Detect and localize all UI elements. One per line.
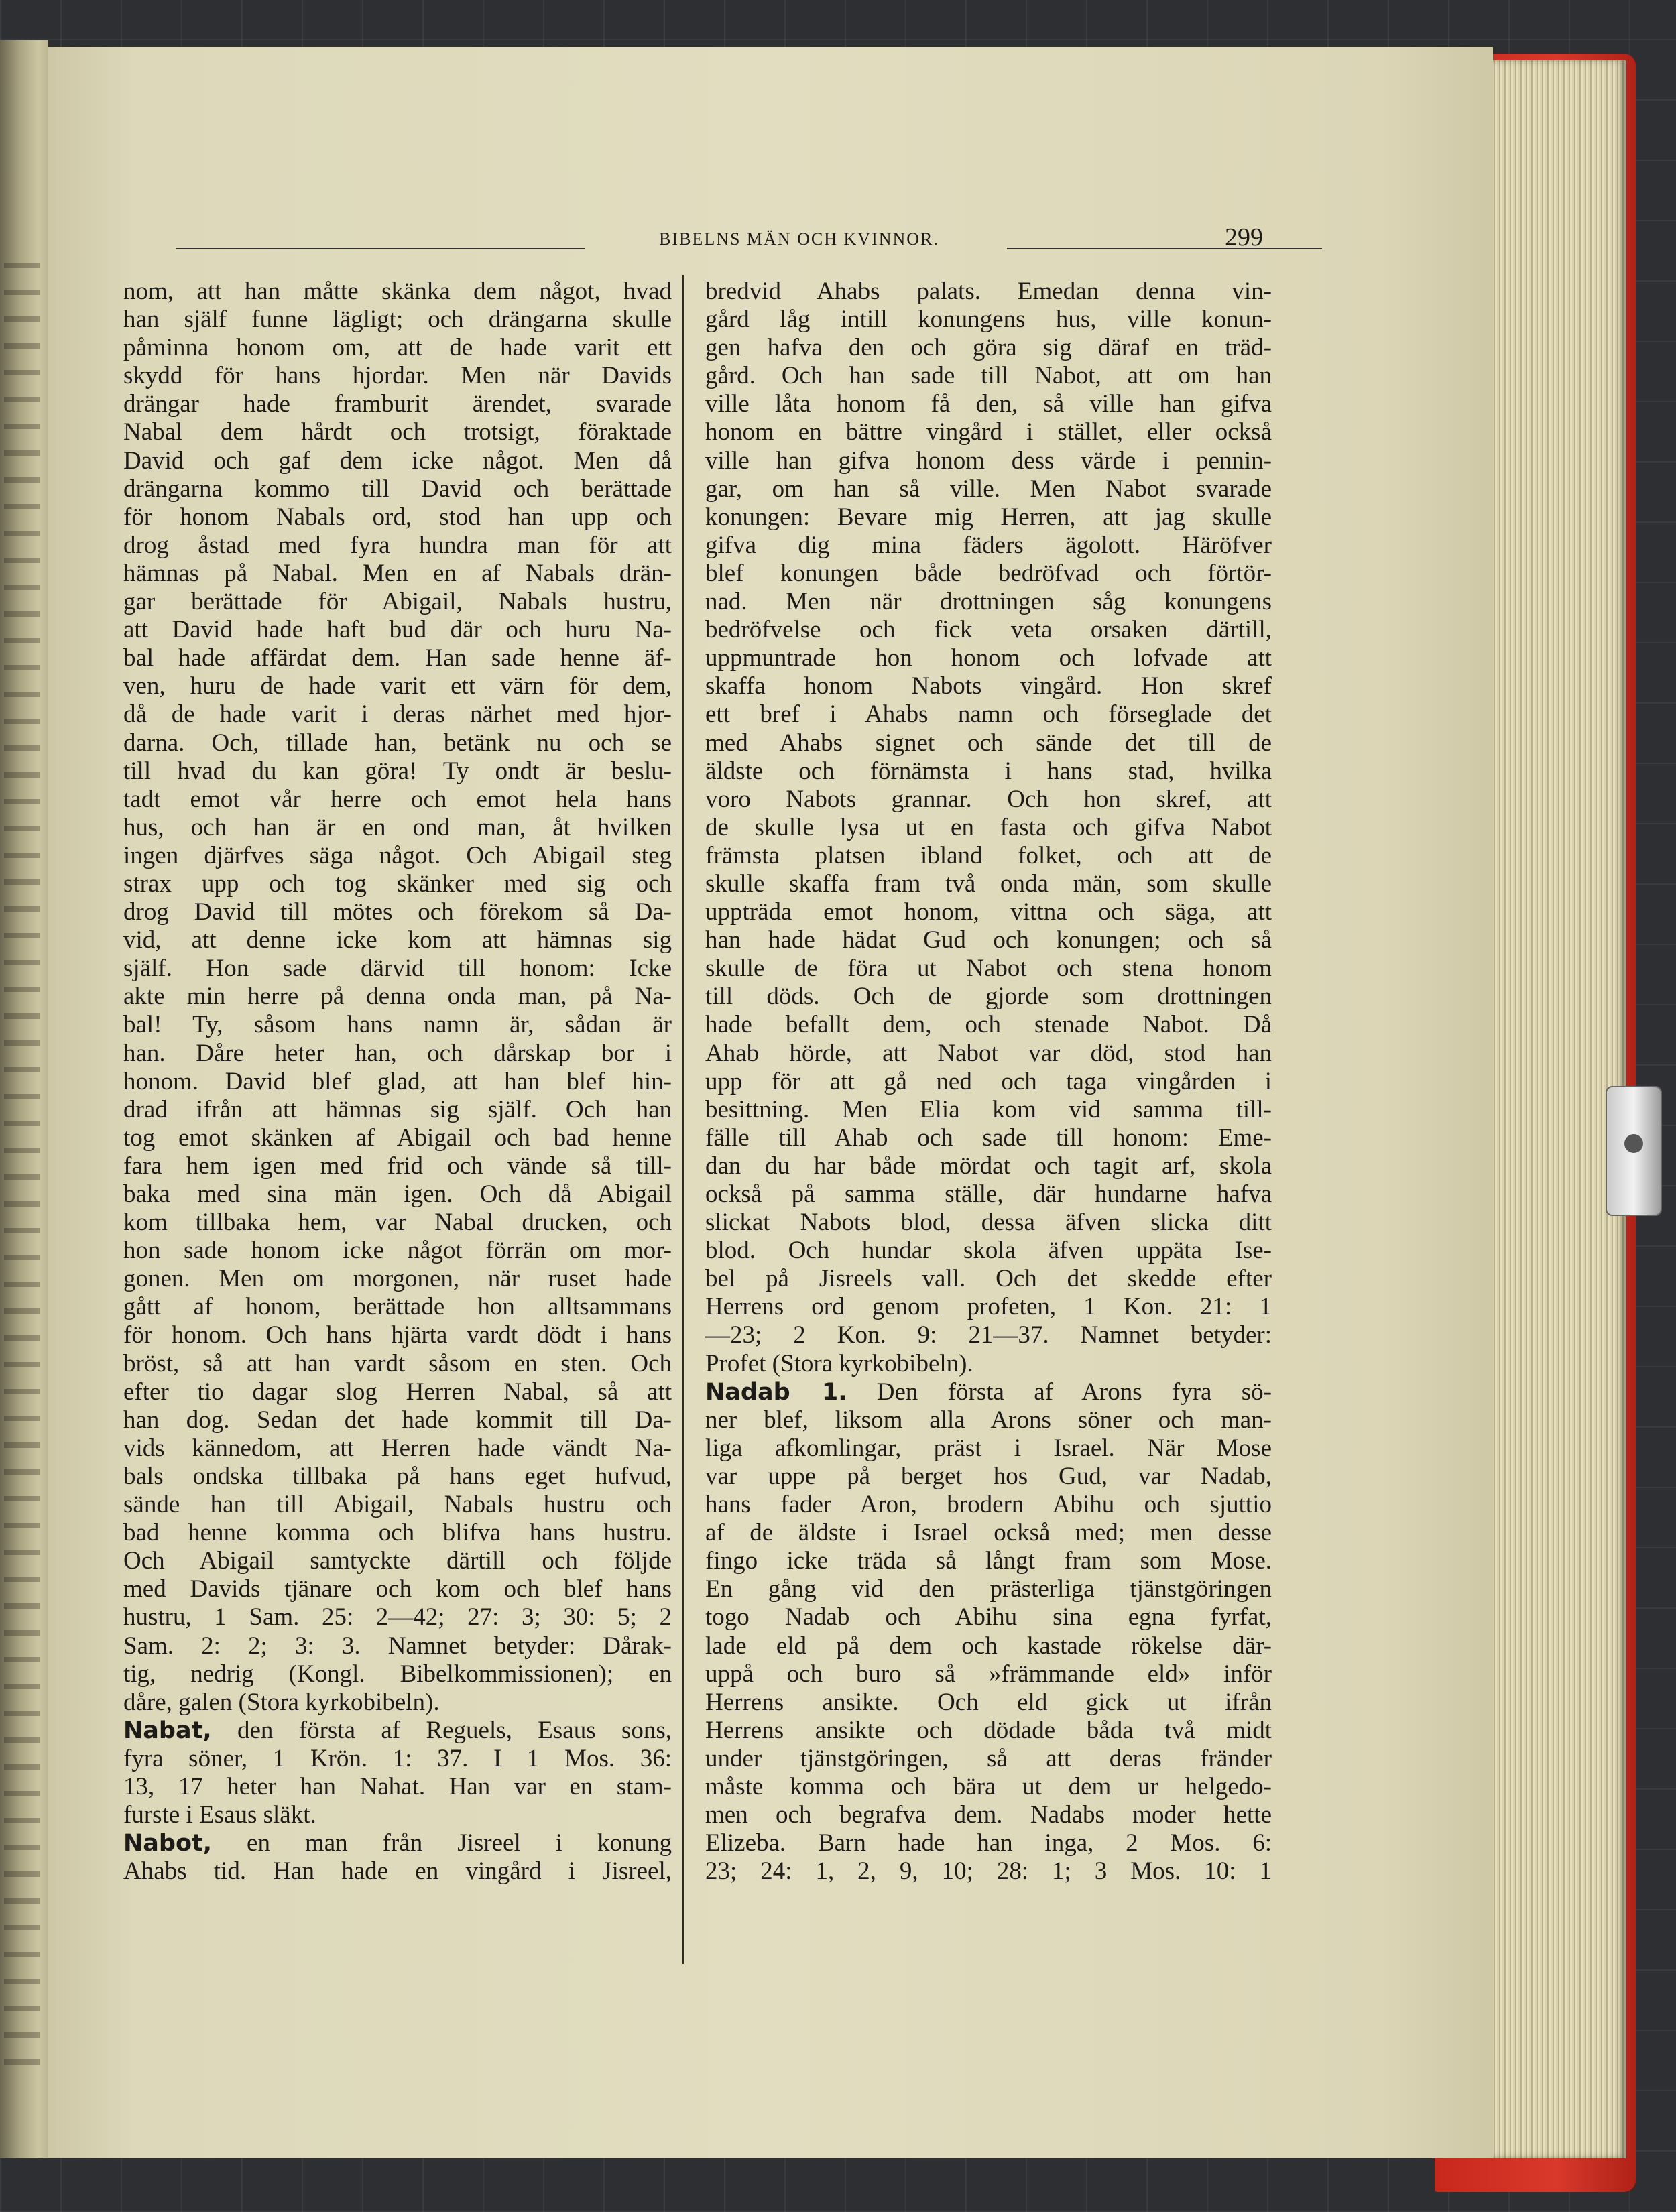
text-line <box>705 1434 1272 1463</box>
text-line <box>123 1434 672 1463</box>
text-line <box>705 1209 1272 1237</box>
line-text: fälle till Ahab och sade till honom: Eme- <box>705 1123 1272 1152</box>
text-line <box>705 447 1272 475</box>
line-text: togo Nadab och Abihu sina egna fyrfat, <box>705 1603 1272 1632</box>
text-line <box>123 475 672 503</box>
line-text: kom tillbaka hem, var Nabal drucken, och <box>123 1209 672 1237</box>
line-text: Herrens ord genom profeten, 1 Kon. 21: 1 <box>705 1293 1272 1321</box>
text-line <box>123 1152 672 1180</box>
text-line <box>123 588 672 616</box>
text-line <box>123 898 672 926</box>
line-text: hade befallt dem, och stenade Nabot. Då <box>705 1011 1272 1039</box>
clip-hole <box>1624 1134 1643 1153</box>
line-text: voro Nabots grannar. Och hon skref, att <box>705 785 1272 813</box>
text-line <box>705 1547 1272 1575</box>
line-text: till hvad du kan göra! Ty ondt är beslu- <box>123 757 672 785</box>
line-text: Ahabs tid. Han hade en vingård i Jisreel, <box>123 1857 672 1886</box>
text-line <box>123 870 672 898</box>
line-text: honom. David blef glad, att han blef hin- <box>123 1067 672 1095</box>
text-line <box>705 1011 1272 1039</box>
line-text: ville han gifva honom dess värde i pennin- <box>705 446 1272 475</box>
line-text: drad ifrån att hämnas sig själf. Och han <box>123 1095 672 1123</box>
text-line <box>705 1603 1272 1632</box>
text-line <box>705 1491 1272 1519</box>
line-text: främsta platsen ibland folket, och att de <box>705 841 1272 869</box>
text-line <box>705 390 1272 418</box>
text-line <box>705 1660 1272 1688</box>
line-text: men och begrafva dem. Nadabs moder hette <box>705 1801 1272 1829</box>
text-line <box>705 616 1272 644</box>
line-text: tig, nedrig (Kongl. Bibelkommissionen); en <box>123 1660 672 1688</box>
text-line <box>705 1406 1272 1434</box>
text-line <box>705 955 1272 983</box>
text-line <box>705 475 1272 503</box>
text-line <box>123 983 672 1011</box>
line-text: nad. Men när drottningen såg konungens <box>705 588 1272 616</box>
line-text: för honom Nabals ord, stod han upp och <box>123 503 672 531</box>
text-line <box>123 1293 672 1321</box>
text-line <box>705 786 1272 814</box>
header-title: BIBELNS MÄN OCH KVINNOR. <box>659 229 939 249</box>
line-text: gått af honom, berättade hon alltsammans <box>123 1293 672 1321</box>
line-text: Ahab hörde, att Nabot var död, stod han <box>705 1039 1272 1067</box>
text-line <box>123 1463 672 1491</box>
text-line <box>123 503 672 532</box>
text-line <box>705 729 1272 757</box>
text-line <box>705 898 1272 926</box>
text-line <box>123 1068 672 1096</box>
text-line <box>123 1237 672 1265</box>
running-head <box>176 228 1322 255</box>
text-line <box>705 1124 1272 1152</box>
line-text: sände han till Abigail, Nabals hustru och <box>123 1491 672 1519</box>
text-line <box>705 1773 1272 1801</box>
text-line <box>123 814 672 842</box>
line-text: tog emot skänken af Abigail och bad henne <box>123 1123 672 1152</box>
line-text: baka med sina män igen. Och då Abigail <box>123 1180 672 1208</box>
text-line <box>705 1293 1272 1321</box>
line-text: darna. Och, tillade han, betänk nu och se <box>123 729 672 757</box>
line-text: uppträda emot honom, vittna och säga, att <box>705 898 1272 926</box>
line-text: lade eld på dem och kastade rökelse där- <box>705 1632 1272 1660</box>
text-line <box>123 278 672 306</box>
text-line <box>705 1688 1272 1717</box>
line-text: skydd för hans hjordar. Men när Davids <box>123 362 672 390</box>
text-line <box>123 418 672 446</box>
text-line <box>705 1068 1272 1096</box>
header-rule-right <box>1007 248 1322 249</box>
line-text: Den första af Arons fyra sö- <box>847 1377 1272 1406</box>
text-line <box>705 362 1272 390</box>
text-line <box>123 1575 672 1603</box>
text-line <box>705 1321 1272 1349</box>
text-line <box>123 1096 672 1124</box>
entry-headword: Nadab 1. <box>705 1378 847 1406</box>
line-text: hämnas på Nabal. Men en af Nabals drän- <box>123 559 672 587</box>
text-line <box>123 1321 672 1349</box>
line-text: Sam. 2: 2; 3: 3. Namnet betyder: Dårak- <box>123 1632 672 1660</box>
text-line <box>705 588 1272 616</box>
right-column <box>705 278 1272 1886</box>
line-text: vids kännedom, att Herren hade vändt Na- <box>123 1434 672 1462</box>
line-text: slickat Nabots blod, dessa äfven slicka ditt <box>705 1209 1272 1237</box>
line-text: gård låg intill konungens hus, ville konun- <box>705 306 1272 334</box>
text-line <box>705 1463 1272 1491</box>
line-text: gifva dig mina fäders ägolott. Häröfver <box>705 531 1272 559</box>
line-text: bad henne komma och blifva hans hustru. <box>123 1519 672 1547</box>
text-line <box>705 418 1272 446</box>
line-text: skulle de föra ut Nabot och stena honom <box>705 955 1272 983</box>
text-line <box>123 757 672 786</box>
text-line <box>705 1378 1272 1406</box>
line-text: Nabal dem hårdt och trotsigt, föraktade <box>123 418 672 446</box>
column-divider <box>682 275 684 1964</box>
line-text: drog åstad med fyra hundra man för att <box>123 531 672 559</box>
text-line <box>705 1519 1272 1547</box>
text-line <box>705 983 1272 1011</box>
text-line <box>123 1180 672 1209</box>
line-text: med Ahabs signet och sände det till de <box>705 729 1272 757</box>
line-text: fara hem igen med frid och vände så till- <box>123 1152 672 1180</box>
line-text: skaffa honom Nabots vingård. Hon skref <box>705 672 1272 700</box>
text-line <box>705 870 1272 898</box>
line-text: blef konungen både bedröfvad och förtör- <box>705 559 1272 587</box>
text-line <box>123 1688 672 1717</box>
line-text: påminna honom om, att de hade varit ett <box>123 334 672 362</box>
text-line <box>705 1829 1272 1857</box>
line-text: vid, att denne icke kom att hämnas sig <box>123 926 672 955</box>
text-line <box>123 842 672 870</box>
line-text: måste komma och bära ut dem ur helgedo- <box>705 1772 1272 1800</box>
line-text: bal! Ty, såsom hans namn är, sådan är <box>123 1011 672 1039</box>
line-text: blod. Och hundar skola äfven uppäta Ise- <box>705 1237 1272 1265</box>
line-text: ner blef, liksom alla Arons söner och man- <box>705 1406 1272 1434</box>
text-line <box>123 644 672 672</box>
text-line <box>123 306 672 334</box>
text-line <box>123 955 672 983</box>
text-line <box>705 757 1272 786</box>
text-line <box>705 1717 1272 1745</box>
line-text: gård. Och han sade till Nabot, att om han <box>705 362 1272 390</box>
text-line <box>123 334 672 362</box>
line-text: gar, om han så ville. Men Nabot svarade <box>705 475 1272 503</box>
text-line <box>123 672 672 700</box>
text-line <box>705 1096 1272 1124</box>
text-line <box>705 814 1272 842</box>
line-text: bel på Jisreels vall. Och det skedde efter <box>705 1265 1272 1293</box>
line-text: var uppe på berget hos Gud, var Nadab, <box>705 1462 1272 1490</box>
line-text: han hade hädat Gud och konungen; och så <box>705 926 1272 955</box>
text-line <box>123 1801 672 1829</box>
line-text: gen hafva den och göra sig däraf en träd- <box>705 334 1272 362</box>
line-text: strax upp och tog skänker med sig och <box>123 869 672 898</box>
line-text: med Davids tjänare och kom och blef hans <box>123 1575 672 1603</box>
line-text: en man från Jisreel i konung <box>212 1829 672 1857</box>
line-text: till döds. Och de gjorde som drottningen <box>705 983 1272 1011</box>
line-text: En gång vid den prästerliga tjänstgöringen <box>705 1575 1272 1603</box>
text-line <box>123 1773 672 1801</box>
line-text: då de hade varit i deras närhet med hjor- <box>123 700 672 729</box>
text-line <box>123 1350 672 1378</box>
line-text: uppå och buro så »främmande eld» inför <box>705 1660 1272 1688</box>
line-text: liga afkomlingar, präst i Israel. När Mose <box>705 1434 1272 1462</box>
text-line <box>705 278 1272 306</box>
line-text: —23; 2 Kon. 9: 21—37. Namnet betyder: <box>705 1321 1272 1349</box>
line-text: drängarna kommo till David och berättade <box>123 475 672 503</box>
text-line <box>705 672 1272 700</box>
text-line <box>705 926 1272 955</box>
line-text: själf. Hon sade därvid till honom: Icke <box>123 955 672 983</box>
text-line <box>705 1801 1272 1829</box>
line-text: äldste och förnämsta i hans stad, hvilka <box>705 757 1272 785</box>
line-text: för honom. Och hans hjärta vardt dödt i hans <box>123 1321 672 1349</box>
text-line <box>123 1603 672 1632</box>
text-line <box>705 560 1272 588</box>
line-text: af de äldste i Israel också med; men desse <box>705 1519 1272 1547</box>
line-text: Herrens ansikte. Och eld gick ut ifrån <box>705 1688 1272 1716</box>
line-text: akte min herre på denna onda man, på Na- <box>123 983 672 1011</box>
line-text: uppmuntrade hon honom och lofvade att <box>705 644 1272 672</box>
facing-page-edge <box>0 40 48 2158</box>
line-text: besittning. Men Elia kom vid samma till- <box>705 1095 1272 1123</box>
text-line <box>123 532 672 560</box>
line-text: bredvid Ahabs palats. Emedan denna vin- <box>705 278 1272 305</box>
line-text: bedröfvelse och fick veta orsaken därtill, <box>705 616 1272 644</box>
line-text: bröst, så att han vardt såsom en sten. Och <box>123 1349 672 1377</box>
text-line <box>705 306 1272 334</box>
text-line <box>123 1745 672 1773</box>
text-line <box>123 1519 672 1547</box>
line-text: ingen djärfves säga något. Och Abigail steg <box>123 841 672 869</box>
line-text: 13, 17 heter han Nahat. Han var en stam- <box>123 1772 672 1800</box>
line-text: 23; 24: 1, 2, 9, 10; 28: 1; 3 Mos. 10: 1 <box>705 1857 1272 1886</box>
line-text: skulle skaffa fram två onda män, som skulle <box>705 869 1272 898</box>
facing-page-text-fragments <box>4 255 40 2065</box>
line-text: konungen: Bevare mig Herren, att jag skulle <box>705 503 1272 531</box>
line-text: David och gaf dem icke något. Men då <box>123 446 672 475</box>
line-text: Elizeba. Barn hade han inga, 2 Mos. 6: <box>705 1829 1272 1857</box>
text-line <box>705 644 1272 672</box>
line-text: de skulle lysa ut en fasta och gifva Nabot <box>705 813 1272 841</box>
line-text: Herrens ansikte och dödade båda två midt <box>705 1716 1272 1744</box>
line-text: Profet (Stora kyrkobibeln). <box>705 1349 973 1377</box>
text-line <box>123 1717 672 1745</box>
line-text: fingo icke träda så långt fram som Mose. <box>705 1547 1272 1575</box>
line-text: honom en bättre vingård i stället, eller också <box>705 418 1272 446</box>
text-line <box>123 362 672 390</box>
text-line <box>123 1491 672 1519</box>
line-text: drängar hade framburit ärendet, svarade <box>123 390 672 418</box>
line-text: hus, och han är en ond man, åt hvilken <box>123 813 672 841</box>
text-line <box>705 1745 1272 1773</box>
text-line <box>123 447 672 475</box>
text-line <box>705 503 1272 532</box>
line-text: under tjänstgöringen, så att deras fränder <box>705 1744 1272 1772</box>
text-line <box>123 1040 672 1068</box>
line-text: bal hade affärdat dem. Han sade henne äf- <box>123 644 672 672</box>
text-line <box>705 1350 1272 1378</box>
text-line <box>123 1829 672 1857</box>
text-line <box>705 1040 1272 1068</box>
line-text: fyra söner, 1 Krön. 1: 37. I 1 Mos. 36: <box>123 1744 672 1772</box>
line-text: efter tio dagar slog Herren Nabal, så att <box>123 1377 672 1406</box>
entry-headword: Nabot, <box>123 1830 213 1857</box>
text-line <box>123 560 672 588</box>
text-line <box>123 1209 672 1237</box>
text-line <box>123 1124 672 1152</box>
line-text: att David hade haft bud där och huru Na- <box>123 616 672 644</box>
line-text: hon sade honom icke något förrän om mor- <box>123 1237 672 1265</box>
text-line <box>705 842 1272 870</box>
line-text: tadt emot vår herre och emot hela hans <box>123 785 672 813</box>
entry-headword: Nabat, <box>123 1717 212 1744</box>
line-text: gonen. Men om morgonen, när ruset hade <box>123 1265 672 1293</box>
text-line <box>123 1378 672 1406</box>
text-line <box>123 390 672 418</box>
text-line <box>705 1237 1272 1265</box>
text-line <box>705 1152 1272 1180</box>
text-line <box>123 926 672 955</box>
line-text: ville låta honom få den, så ville han gifva <box>705 390 1272 418</box>
text-line <box>705 1632 1272 1660</box>
text-line <box>123 700 672 729</box>
text-line <box>123 1857 672 1886</box>
line-text: bals ondska tillbaka på hans eget hufvud, <box>123 1462 672 1490</box>
text-line <box>705 1857 1272 1886</box>
line-text: furste i Esaus släkt. <box>123 1801 316 1829</box>
line-text: drog David till mötes och förekom så Da- <box>123 898 672 926</box>
line-text: den första af Reguels, Esaus sons, <box>211 1716 672 1744</box>
line-text: upp för att gå ned och taga vingården i <box>705 1067 1272 1095</box>
line-text: hustru, 1 Sam. 25: 2—42; 27: 3; 30: 5; 2 <box>123 1603 672 1632</box>
line-text: dan du har både mördat och tagit arf, skola <box>705 1152 1272 1180</box>
text-line <box>123 1265 672 1293</box>
text-line <box>705 1180 1272 1209</box>
line-text: också på samma ställe, där hundarne hafva <box>705 1180 1272 1208</box>
text-line <box>123 1406 672 1434</box>
line-text: Och Abigail samtyckte därtill och följde <box>123 1547 672 1575</box>
text-line <box>123 1660 672 1688</box>
text-line <box>123 1547 672 1575</box>
text-line <box>705 1265 1272 1293</box>
text-line <box>123 1632 672 1660</box>
text-line <box>705 700 1272 729</box>
book-page <box>48 47 1493 2158</box>
line-text: gar berättade för Abigail, Nabals hustru, <box>123 588 672 616</box>
line-text: han dog. Sedan det hade kommit till Da- <box>123 1406 672 1434</box>
line-text: han själf funne lägligt; och drängarna skulle <box>123 306 672 334</box>
text-line <box>123 616 672 644</box>
page-number: 299 <box>1225 223 1263 251</box>
text-line <box>705 334 1272 362</box>
text-line <box>123 729 672 757</box>
line-text: hans fader Aron, brodern Abihu och sjuttio <box>705 1491 1272 1519</box>
left-column <box>123 278 672 1886</box>
page-clip <box>1606 1086 1662 1216</box>
text-line <box>705 1575 1272 1603</box>
line-text: dåre, galen (Stora kyrkobibeln). <box>123 1688 440 1716</box>
header-rule-left <box>176 248 585 249</box>
text-line <box>123 1011 672 1039</box>
line-text: ven, huru de hade varit ett värn för dem, <box>123 672 672 700</box>
line-text: ett bref i Ahabs namn och förseglade det <box>705 700 1272 729</box>
line-text: nom, att han måtte skänka dem något, hvad <box>123 278 672 305</box>
text-line <box>123 786 672 814</box>
text-line <box>705 532 1272 560</box>
line-text: han. Dåre heter han, och dårskap bor i <box>123 1039 672 1067</box>
